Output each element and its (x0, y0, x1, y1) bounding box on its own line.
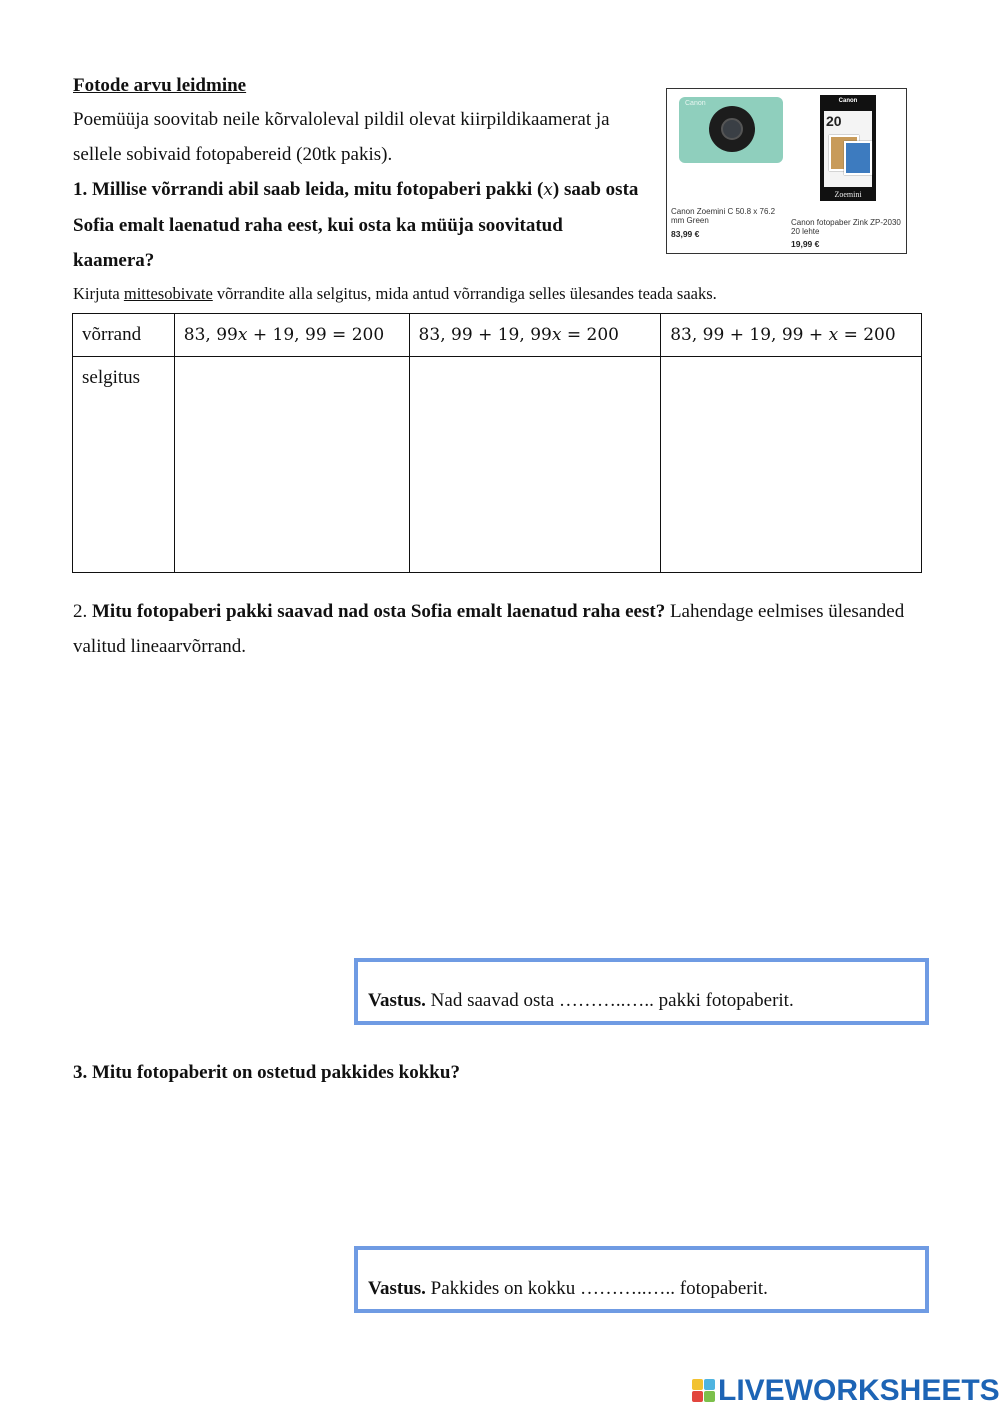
answer-box-2[interactable] (354, 1246, 929, 1313)
instruction-underlined: mittesobivate (123, 284, 213, 303)
instruction-before: Kirjuta (73, 284, 124, 303)
paper-name: Canon fotopaber Zink ZP-2030 20 lehte (791, 218, 901, 236)
camera-picture (679, 97, 783, 163)
paper-price: 19,99 € (791, 239, 820, 249)
question-2-number: 2. (73, 601, 88, 622)
instruction (73, 281, 933, 307)
logo-icon (692, 1379, 716, 1403)
instruction-after: võrrandite alla selgitus, mida antud võrrandiga selles ülesandes teada saaks. (212, 284, 717, 303)
question-1-variable: x (543, 180, 553, 200)
question-2-bold: Mitu fotopaberi pakki saavad nad osta Sofia emalt laenatud raha eest? (92, 601, 666, 622)
explanation-cell-3[interactable] (661, 357, 922, 573)
question-1 (73, 172, 648, 278)
table-row (73, 314, 922, 357)
camera-name: Canon Zoemini C 50.8 x 76.2 mm Green (671, 207, 776, 225)
answer-2-label: Vastus. (368, 1278, 426, 1299)
row-label-equation: võrrand (73, 314, 175, 357)
question-2 (73, 594, 933, 664)
table-row (73, 357, 922, 573)
question-2-normal: Lahendage eelmises ülesanded valitud lineaarvõrrand. (73, 601, 905, 657)
answer-1-after: pakki fotopaberit. (653, 990, 794, 1011)
equation-2: 83, 99 + 19, 99x = 200 (409, 314, 661, 357)
liveworksheets-logo (692, 1374, 1000, 1408)
question-1-suffix: ) saab osta Sofia emalt laenatud raha eest, kui osta ka müüja soovitatud kaamera? (73, 179, 639, 271)
paper-brand: Canon (838, 98, 858, 104)
equation-table (72, 313, 922, 573)
answer-1-blank[interactable]: ………..….. (558, 990, 654, 1011)
camera-price: 83,99 € (671, 229, 700, 239)
answer-1-label: Vastus. (368, 990, 426, 1011)
camera-brand: Canon (685, 100, 706, 107)
answer-2-blank[interactable]: ………..….. (580, 1278, 676, 1299)
camera-lens-icon (709, 106, 755, 152)
question-3: 3. Mitu fotopaberit on ostetud pakkides kokku? (73, 1062, 460, 1083)
photo-icon (844, 141, 872, 175)
photo-paper-picture (820, 95, 876, 201)
equation-1: 83, 99x + 19, 99 = 200 (174, 314, 409, 357)
explanation-cell-2[interactable] (409, 357, 661, 573)
answer-1-before: Nad saavad osta (425, 990, 559, 1011)
row-label-explanation: selgitus (73, 357, 175, 573)
question-1-prefix: 1. Millise võrrandi abil saab leida, mitu fotopaberi pakki ( (73, 179, 544, 200)
logo-text: LIVEWORKSHEETS (718, 1374, 1000, 1407)
answer-2-text (368, 1278, 768, 1300)
product-image (666, 88, 907, 254)
answer-2-before: Pakkides on kokku (425, 1278, 581, 1299)
answer-1-text (368, 990, 794, 1012)
intro-text: Poemüüja soovitab neile kõrvaloleval pildil olevat kiirpildikaamerat ja sellele sobivaid fotopabereid (20tk pakis). (73, 109, 610, 165)
answer-2-after: fotopaberit. (675, 1278, 768, 1299)
paper-box-number: 20 (826, 113, 842, 129)
section-title: Fotode arvu leidmine (73, 75, 247, 96)
paper-box-label: Zoemini (834, 190, 862, 199)
equation-3: 83, 99 + 19, 99 + x = 200 (661, 314, 922, 357)
explanation-cell-1[interactable] (174, 357, 409, 573)
answer-box-1[interactable] (354, 958, 929, 1025)
